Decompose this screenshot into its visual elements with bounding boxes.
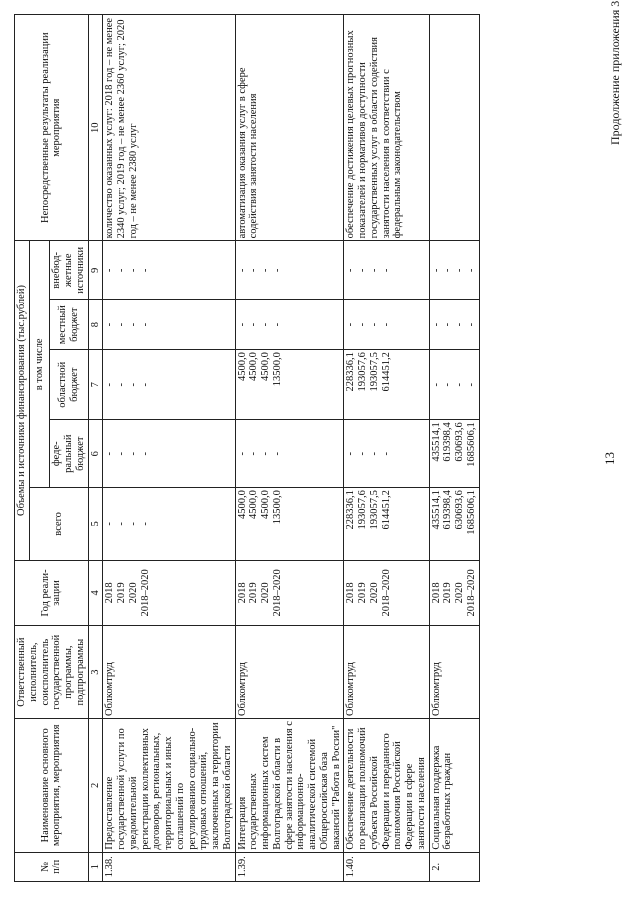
row-result (429, 15, 479, 241)
row-regional: 228336,1 193057,6 193057,5 614451,2 (344, 350, 429, 420)
row-extrabudget: - - - - (103, 241, 235, 300)
row-executor: Облкомтруд (344, 626, 429, 719)
row-federal: - - - - (344, 420, 429, 488)
row-years: 2018 2019 2020 2018–2020 (235, 560, 344, 626)
row-federal: 435514,1 619398,4 630693,6 1685606,1 (429, 420, 479, 488)
table-row (344, 15, 429, 882)
table-row (235, 15, 344, 882)
continuation-note: Продолжение приложения 3 (608, 0, 622, 145)
row-extrabudget: - - - - (344, 241, 429, 300)
column-number-9: 9 (88, 241, 103, 300)
header-total: всего (29, 488, 88, 560)
header-local: местный бюджет (50, 300, 88, 350)
row-extrabudget: - - - - (235, 241, 344, 300)
row-name: Социальная поддержка безработных граждан (429, 719, 479, 853)
row-number: 1.38. (103, 852, 235, 881)
header-federal: феде-ральный бюджет (50, 420, 88, 488)
header-num: № п/п (15, 852, 89, 881)
row-name: Предоставление государственной услуги по уведомительной регистрации коллективных договоров, региональных, территориальных и иных соглашений по регулированию социально-трудовых отношений, заключенных на территории Волгоградской области (103, 719, 235, 853)
column-numbers-row (88, 15, 103, 882)
row-federal: - - - - (235, 420, 344, 488)
row-executor: Облкомтруд (429, 626, 479, 719)
row-regional: 4500,0 4500,0 4500,0 13500,0 (235, 350, 344, 420)
row-years: 2018 2019 2020 2018–2020 (103, 560, 235, 626)
column-number-3: 3 (88, 626, 103, 719)
header-executor: Ответственный исполнитель, соисполнитель государственной программы, подпрограммы (15, 626, 89, 719)
row-number: 2. (429, 852, 479, 881)
row-result: количество оказанных услуг: 2018 год – не менее 2340 услуг; 2019 год – не менее 2360 услуг; 2020 год – не менее 2380 услуг (103, 15, 235, 241)
header-year: Год реали-зации (15, 560, 89, 626)
row-regional: - - - - (103, 350, 235, 420)
column-number-5: 5 (88, 488, 103, 560)
row-local: - - - - (103, 300, 235, 350)
row-executor: Облкомтруд (103, 626, 235, 719)
row-name: Интеграция государственных информационных систем Волгоградской области в сфере занятости населения с информационно-аналитической системой Общероссийская база вакансий "Работа в России" (235, 719, 344, 853)
header-including: в том числе (29, 241, 50, 488)
row-extrabudget: - - - - (429, 241, 479, 300)
header-name: Наименование основного мероприятия, мероприятия (15, 719, 89, 853)
row-local: - - - - (344, 300, 429, 350)
row-years: 2018 2019 2020 2018–2020 (429, 560, 479, 626)
row-total: - - - - (103, 488, 235, 560)
header-funding: Объемы и источники финансирования (тыс.рублей) (15, 241, 30, 560)
column-number-6: 6 (88, 420, 103, 488)
column-number-1: 1 (88, 852, 103, 881)
row-number: 1.39. (235, 852, 344, 881)
table-row (429, 15, 479, 882)
funding-table (14, 14, 480, 882)
row-number: 1.40. (344, 852, 429, 881)
table-row (103, 15, 235, 882)
row-total: 435514,1 619398,4 630693,6 1685606,1 (429, 488, 479, 560)
page-number: 13 (602, 452, 617, 465)
row-local: - - - - (235, 300, 344, 350)
header-result: Непосредственные результаты реализации мероприятия (15, 15, 89, 241)
row-executor: Облкомтруд (235, 626, 344, 719)
row-federal: - - - - (103, 420, 235, 488)
row-regional: - - - - (429, 350, 479, 420)
row-name: Обеспечение деятельности по реализации полномочий субъекта Российской Федерации и переданного полномочия Российской Федерации в сфере занятости населения (344, 719, 429, 853)
column-number-4: 4 (88, 560, 103, 626)
column-number-7: 7 (88, 350, 103, 420)
row-result: обеспечение достижения целевых прогнозных показателей и нормативов доступности государственных услуг в области содействия занятости населения в соответствии с федеральным законодательством (344, 15, 429, 241)
row-result: автоматизация оказания услуг в сфере содействия занятости населения (235, 15, 344, 241)
row-local: - - - - (429, 300, 479, 350)
header-regional: областной бюджет (50, 350, 88, 420)
row-total: 4500,0 4500,0 4500,0 13500,0 (235, 488, 344, 560)
column-number-2: 2 (88, 719, 103, 853)
column-number-10: 10 (88, 15, 103, 241)
row-years: 2018 2019 2020 2018–2020 (344, 560, 429, 626)
column-number-8: 8 (88, 300, 103, 350)
row-total: 228336,1 193057,6 193057,5 614451,2 (344, 488, 429, 560)
header-extrabudget: внебюд-жетные источники (50, 241, 88, 300)
